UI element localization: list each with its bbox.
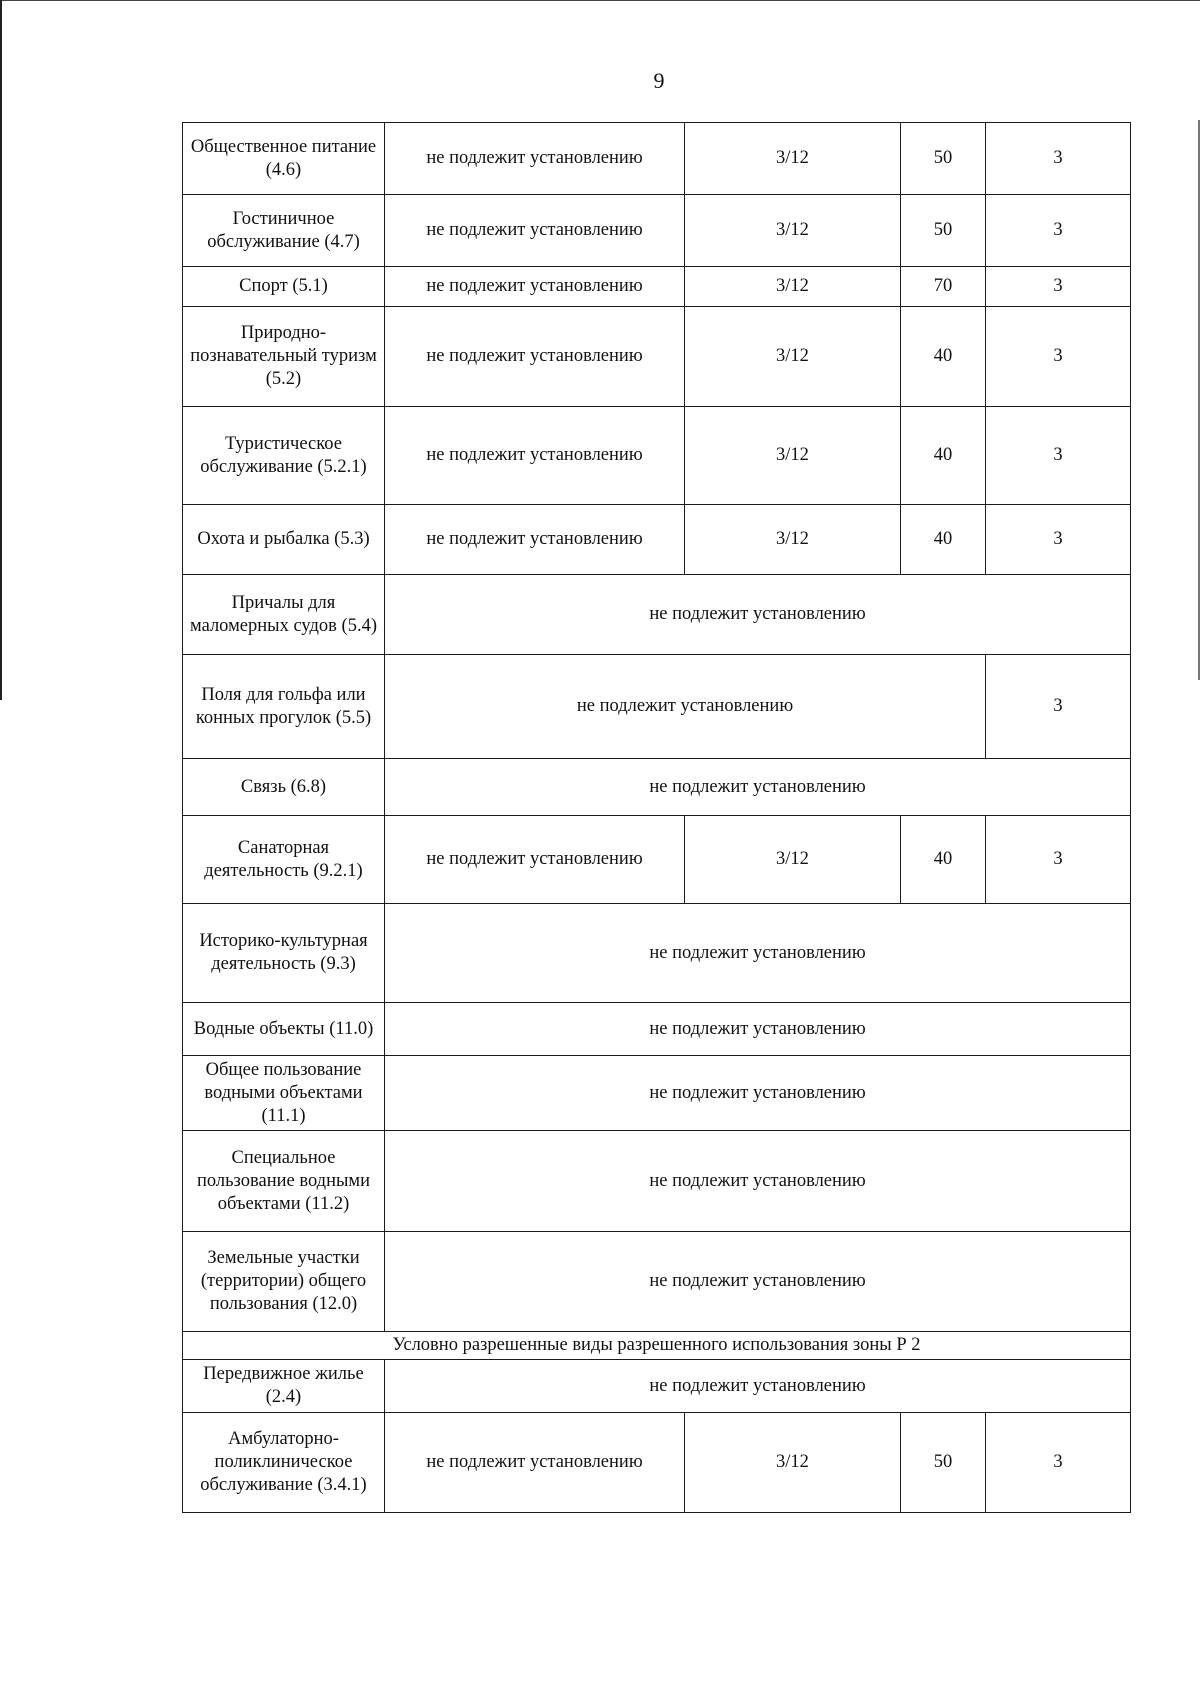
use-type-name: Водные объекты (11.0) — [183, 1003, 385, 1056]
coverage-percent-cell: 40 — [901, 307, 986, 407]
setback-cell: 3 — [986, 816, 1131, 904]
use-type-name: Земельные участки (территории) общего пользования (12.0) — [183, 1232, 385, 1332]
table-body — [183, 123, 1131, 1513]
min-max-area-cell: не подлежит установлению — [385, 307, 685, 407]
coverage-percent-cell: 50 — [901, 123, 986, 195]
use-type-name: Связь (6.8) — [183, 759, 385, 816]
use-type-name: Амбулаторно-поликлиническое обслуживание (3.4.1) — [183, 1413, 385, 1513]
table-row — [183, 1360, 1131, 1413]
min-max-area-cell: не подлежит установлению — [385, 505, 685, 575]
scan-edge-top — [0, 0, 1200, 1]
use-type-name: Поля для гольфа или конных прогулок (5.5) — [183, 655, 385, 759]
merged-params-cell: не подлежит установлению — [385, 1232, 1131, 1332]
floors-height-cell: 3/12 — [685, 505, 901, 575]
table-row — [183, 1056, 1131, 1131]
table-row — [183, 307, 1131, 407]
table-row — [183, 575, 1131, 655]
setback-cell: 3 — [986, 1413, 1131, 1513]
merged-params-cell: не подлежит установлению — [385, 759, 1131, 816]
table-row — [183, 1232, 1131, 1332]
min-max-area-cell: не подлежит установлению — [385, 407, 685, 505]
section-row — [183, 1332, 1131, 1360]
coverage-percent-cell: 70 — [901, 267, 986, 307]
use-type-name: Туристическое обслуживание (5.2.1) — [183, 407, 385, 505]
coverage-percent-cell: 40 — [901, 505, 986, 575]
scan-edge-left — [0, 0, 2, 700]
floors-height-cell: 3/12 — [685, 1413, 901, 1513]
use-type-name: Передвижное жилье (2.4) — [183, 1360, 385, 1413]
setback-cell: 3 — [986, 307, 1131, 407]
table-row — [183, 655, 1131, 759]
use-type-name: Историко-культурная деятельность (9.3) — [183, 904, 385, 1003]
use-type-name: Причалы для маломерных судов (5.4) — [183, 575, 385, 655]
min-max-area-cell: не подлежит установлению — [385, 1413, 685, 1513]
floors-height-cell: 3/12 — [685, 407, 901, 505]
table-row — [183, 505, 1131, 575]
use-type-name: Специальное пользование водными объектами (11.2) — [183, 1131, 385, 1232]
coverage-percent-cell: 40 — [901, 816, 986, 904]
setback-cell: 3 — [986, 195, 1131, 267]
setback-cell: 3 — [986, 505, 1131, 575]
merged-params-cell: не подлежит установлению — [385, 655, 986, 759]
setback-cell: 3 — [986, 267, 1131, 307]
use-type-name: Гостиничное обслуживание (4.7) — [183, 195, 385, 267]
min-max-area-cell: не подлежит установлению — [385, 267, 685, 307]
setback-cell: 3 — [986, 123, 1131, 195]
setback-cell: 3 — [986, 407, 1131, 505]
min-max-area-cell: не подлежит установлению — [385, 195, 685, 267]
use-type-name: Охота и рыбалка (5.3) — [183, 505, 385, 575]
table-row — [183, 1003, 1131, 1056]
table-row — [183, 407, 1131, 505]
table-row — [183, 904, 1131, 1003]
use-type-name: Санаторная деятельность (9.2.1) — [183, 816, 385, 904]
floors-height-cell: 3/12 — [685, 195, 901, 267]
use-type-name: Общее пользование водными объектами (11.1) — [183, 1056, 385, 1131]
merged-params-cell: не подлежит установлению — [385, 1003, 1131, 1056]
floors-height-cell: 3/12 — [685, 816, 901, 904]
merged-params-cell: не подлежит установлению — [385, 1360, 1131, 1413]
page-number: 9 — [653, 68, 665, 93]
coverage-percent-cell: 40 — [901, 407, 986, 505]
setback-cell: 3 — [986, 655, 1131, 759]
land-use-table — [182, 122, 1131, 1513]
coverage-percent-cell: 50 — [901, 195, 986, 267]
floors-height-cell: 3/12 — [685, 307, 901, 407]
use-type-name: Общественное питание (4.6) — [183, 123, 385, 195]
floors-height-cell: 3/12 — [685, 267, 901, 307]
merged-params-cell: не подлежит установлению — [385, 1131, 1131, 1232]
table-row — [183, 759, 1131, 816]
use-type-name: Спорт (5.1) — [183, 267, 385, 307]
floors-height-cell: 3/12 — [685, 123, 901, 195]
table-row — [183, 816, 1131, 904]
coverage-percent-cell: 50 — [901, 1413, 986, 1513]
min-max-area-cell: не подлежит установлению — [385, 816, 685, 904]
table-row — [183, 123, 1131, 195]
merged-params-cell: не подлежит установлению — [385, 575, 1131, 655]
table-row — [183, 195, 1131, 267]
section-heading: Условно разрешенные виды разрешенного использования зоны Р 2 — [183, 1332, 1131, 1360]
table-row — [183, 1413, 1131, 1513]
min-max-area-cell: не подлежит установлению — [385, 123, 685, 195]
table-row — [183, 267, 1131, 307]
use-type-name: Природно-познавательный туризм (5.2) — [183, 307, 385, 407]
merged-params-cell: не подлежит установлению — [385, 904, 1131, 1003]
table-row — [183, 1131, 1131, 1232]
merged-params-cell: не подлежит установлению — [385, 1056, 1131, 1131]
